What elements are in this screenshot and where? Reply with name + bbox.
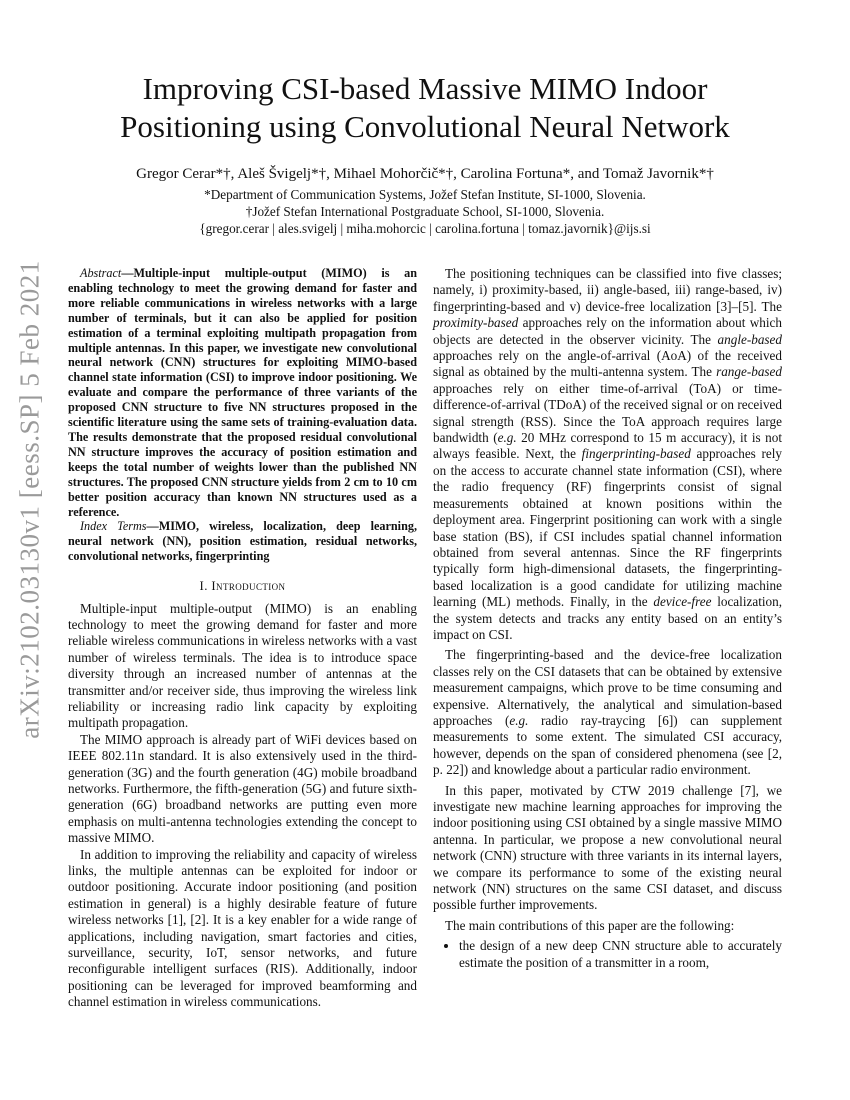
affiliation-1: *Department of Communication Systems, Jožef Stefan Institute, SI-1000, Slovenia. [204, 187, 646, 202]
emphasis-proximity-based: proximity-based [433, 315, 519, 331]
abstract-text: —Multiple-input multiple-output (MIMO) is an enabling technology to meet the growing demand for faster and more reliable communications in wireless networks with a large number of terminals, but it can also be applied for position estimation of a terminal exploiting multipath propagation from multiple antennas. In this paper, we investigate new convolutional neural network (CNN) structures for exploiting MIMO-based channel state information (CSI) to improve indoor positioning. We evaluate and compare the performance of three variants of the proposed CNN structure to five NN structures proposed in the scientific literature using the same sets of training-evaluation data. The results demonstrate that the proposed residual convolutional NN structure improves the accuracy of position estimation and keeps the total number of weights lower than the published NN structures. The proposed CNN structure yields from 2 cm to 10 cm better position accuracy than known NN structures used as a reference. [68, 266, 417, 519]
text-run: The fingerprinting-based and the device-free localization classes rely on the CSI datasets that can be obtained by extensive measurement campaigns, which prove to be time consuming and expensive. Alternatively, the analytical and simulation-based approaches ( [433, 647, 782, 728]
title-line-2: Positioning using Convolutional Neural Network [120, 109, 730, 144]
title-line-1: Improving CSI-based Massive MIMO Indoor [142, 71, 708, 106]
motivation-paragraph: In this paper, motivated by CTW 2019 challenge [7], we investigate new machine learning approaches for improving the indoor positioning using CSI obtained by a single massive MIMO antenna. In particular, we propose a new convolutional neural network (CNN) structure with three variants in its internal layers, we compare its performance to some of the existing neural network (NN) structures on the same CSI dataset, and discuss possible further improvements. [433, 782, 782, 913]
author-emails: {gregor.cerar | ales.svigelj | miha.mohorcic | carolina.fortuna | tomaz.javornik}@ijs.si [199, 221, 651, 236]
paper-title [60, 70, 790, 146]
abstract [68, 266, 417, 519]
text-run: approaches rely on the information about which objects are detected in the observer vicinity. The [433, 315, 782, 347]
emphasis-eg: e.g. [509, 712, 529, 728]
intro-paragraph-1: Multiple-input multiple-output (MIMO) is an enabling technology to meet the growing demand for faster and more reliable wireless communications in wireless networks with a vast number of wireless terminals. The idea is to introduce space diversity through an increased number of antennas at the transmitter and/or receiver side, thus improving the wireless link reliability or increasing radio link capacity by exploiting multipath propagation. [68, 600, 417, 731]
text-run: approaches rely on the access to accurate channel state information (CSI), where the radio frequency (RF) fingerprints consist of signal measurements obtained at known positions within the deployment area. Fingerprint positioning can work with a single base station (BS), if CSI includes spatial channel information obtained from several antennas. Since the RF fingerprints typically form high-dimensional datasets, the fingerprinting-based localization is a good candidate for utilizing machine learning (ML) methods. Finally, in the [433, 446, 782, 610]
datasets-paragraph [433, 647, 782, 778]
text-run: The positioning techniques can be classified into five classes; namely, i) proximity-based, ii) angle-based, iii) range-based, iv) fingerprinting-based and v) device-free localization [3]–[5]. The [433, 266, 782, 314]
index-terms [68, 519, 417, 564]
intro-paragraph-3: In addition to improving the reliability and capacity of wireless links, the multiple antennas can be exploited for indoor or outdoor positioning. Accurate indoor positioning (and position estimation in general) is a highly desirable feature of future wireless networks [1], [2]. It is a key enabler for a wide range of applications, including navigation, smart factories and cities, surveillance, security, IoT, sensor networks, and future reconfigurable intelligent surfaces (RIS). Additionally, indoor positioning can be leveraged for improved beamforming and channel estimation in wireless communications. [68, 846, 417, 1010]
text-run: approaches rely on the angle-of-arrival (AoA) of the received signal as obtained by the multi-antenna system. The [433, 348, 782, 380]
author-list: Gregor Cerar*†, Aleš Švigelj*†, Mihael Mohorčič*†, Carolina Fortuna*, and Tomaž Javornik*† [136, 166, 714, 182]
arxiv-side-identifier [0, 259, 60, 739]
text-run: radio ray-traycing [6]) can supplement measurements to some extent. The simulated CSI accuracy, however, depends on the span of considered phenomena (see [2, p. 22]) and knowledge about a particular radio environment. [433, 712, 782, 778]
emphasis-eg: e.g. [497, 430, 517, 446]
contributions-intro: The main contributions of this paper are the following: [445, 917, 735, 933]
text-run: 20 MHz correspond to 15 m accuracy), it is not always feasible. Next, the [433, 430, 782, 462]
intro-paragraph-2: The MIMO approach is already part of WiFi devices based on IEEE 802.11n standard. It is also extensively used in the third-generation (3G) and the fourth generation (4G) mobile broadband networks. Furthermore, the fifth-generation (5G) and future sixth-generation (6G) broadband networks are putting even more emphasis on multi-antenna technologies extending the concept to massive MIMO. [68, 731, 417, 846]
right-column [433, 266, 782, 971]
contribution-item: • the design of a new deep CNN structure able to accurately estimate the position of a transmitter in a room, [459, 938, 782, 971]
arxiv-id-text: arXiv:2102.03130v1 [eess.SP] 5 Feb 2021 [14, 259, 45, 739]
emphasis-range-based: range-based [716, 364, 782, 380]
left-column [68, 266, 417, 1011]
emphasis-device-free: device-free [653, 594, 712, 610]
text-run: approaches rely on either time-of-arrival (ToA) or time-difference-of-arrival (TDoA) of the received signal or on received signal strength (RSS). Since the ToA approach requires large bandwidth ( [433, 380, 782, 446]
emphasis-fingerprinting-based: fingerprinting-based [581, 446, 691, 462]
affiliation-2: †Jožef Stefan International Postgraduate School, SI-1000, Slovenia. [245, 204, 605, 219]
emphasis-angle-based: angle-based [717, 331, 782, 347]
index-terms-text: —MIMO, wireless, localization, deep learning, neural network (NN), position estimation, residual networks, convolutional networks, fingerprinting [68, 519, 417, 564]
index-terms-label: Index Terms [80, 519, 147, 534]
text-run: localization, the system detects and tracks any entity based on an entity’s impact on CSI. [433, 594, 783, 642]
section-heading-introduction: I. Introduction [199, 579, 286, 594]
abstract-label: Abstract [80, 266, 122, 280]
contributions-list [433, 938, 782, 971]
classes-paragraph [433, 266, 782, 643]
